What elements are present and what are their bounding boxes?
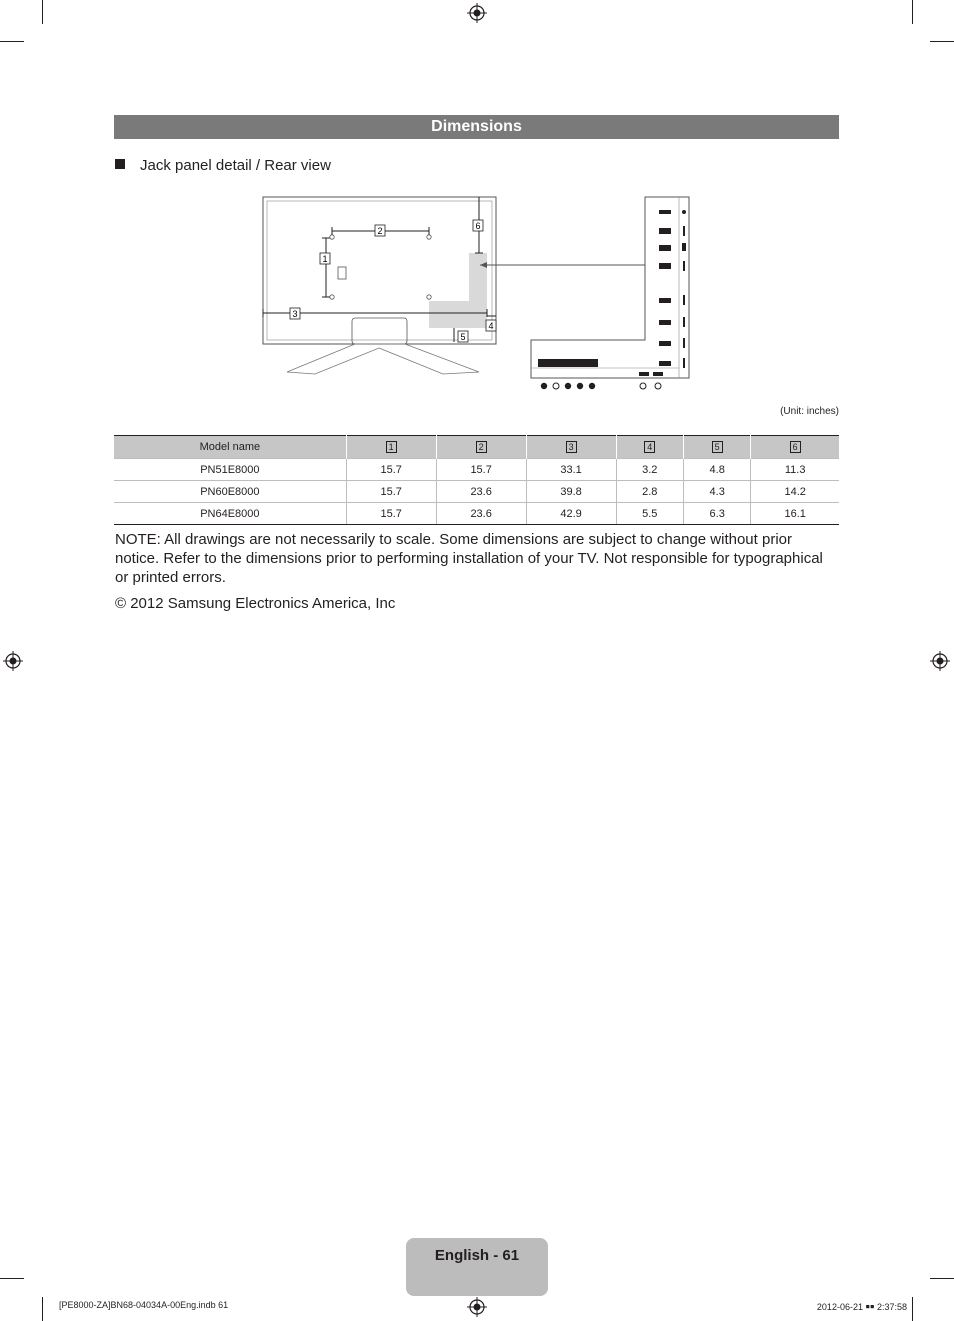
registration-mark-icon <box>3 651 23 671</box>
callout-6 <box>473 220 483 231</box>
column-header-model: Model name <box>114 436 346 459</box>
crop-mark <box>930 1278 954 1279</box>
table-cell: 15.7 <box>346 459 436 481</box>
column-header-3: 3 <box>526 436 616 459</box>
table-cell: 5.5 <box>616 503 683 525</box>
unit-note: (Unit: inches) <box>780 406 839 417</box>
column-header-4: 4 <box>616 436 683 459</box>
table-cell: 6.3 <box>683 503 750 525</box>
vesa-hole <box>427 295 431 299</box>
column-header-5: 5 <box>683 436 750 459</box>
table-cell: PN51E8000 <box>114 459 346 481</box>
note-text: : All drawings are not necessarily to scale. Some dimensions are subject to change without prior notice. Refer to the dimensions prior to performing installation of your TV. Not responsible for typographical or printed errors. <box>115 531 823 586</box>
table-cell: 23.6 <box>436 503 526 525</box>
page-number-label: English - 61 <box>434 1247 520 1264</box>
vesa-hole <box>427 235 431 239</box>
svg-text:5: 5 <box>460 332 466 342</box>
footer-timestamp: 2012-06-21 ￭￭ 2:37:58 <box>816 1302 907 1312</box>
crop-mark <box>42 1297 43 1321</box>
svg-text:1: 1 <box>322 254 328 264</box>
crop-mark <box>912 1297 913 1321</box>
column-header-1: 1 <box>346 436 436 459</box>
dimensions-table <box>114 435 839 525</box>
table-cell: PN64E8000 <box>114 503 346 525</box>
section-title-bar: Dimensions <box>114 115 839 139</box>
table-cell: 4.8 <box>683 459 750 481</box>
vesa-hole <box>330 235 334 239</box>
table-cell: 4.3 <box>683 481 750 503</box>
rear-view-diagram <box>255 190 695 396</box>
crop-mark <box>42 0 43 24</box>
note-label: NOTE <box>115 531 157 548</box>
registration-mark-icon <box>930 651 950 671</box>
table-cell: 15.7 <box>436 459 526 481</box>
svg-text:4: 4 <box>488 321 494 331</box>
table-cell: 33.1 <box>526 459 616 481</box>
callout-3 <box>290 308 300 319</box>
table-row <box>114 459 839 481</box>
vesa-hole <box>330 295 334 299</box>
registration-mark-icon <box>467 1297 487 1317</box>
table-cell: 3.2 <box>616 459 683 481</box>
copyright-text: © 2012 Samsung Electronics America, Inc <box>115 595 396 612</box>
svg-text:2: 2 <box>377 226 383 236</box>
svg-text:6: 6 <box>475 221 481 231</box>
table-header-row <box>114 436 839 459</box>
crop-mark <box>0 41 24 42</box>
registration-mark-icon <box>467 3 487 23</box>
table-row <box>114 503 839 525</box>
bullet-square-icon <box>115 159 125 169</box>
crop-mark <box>930 41 954 42</box>
crop-mark <box>912 0 913 24</box>
callout-2 <box>375 225 385 236</box>
jack-panel-area <box>429 253 487 328</box>
table-cell: 14.2 <box>751 481 839 503</box>
note-paragraph <box>115 530 840 587</box>
table-cell: 2.8 <box>616 481 683 503</box>
table-cell: 39.8 <box>526 481 616 503</box>
table-cell: 23.6 <box>436 481 526 503</box>
table-cell: PN60E8000 <box>114 481 346 503</box>
callout-5 <box>458 331 468 342</box>
callout-1 <box>320 253 330 264</box>
table-cell: 16.1 <box>751 503 839 525</box>
table-cell: 15.7 <box>346 503 436 525</box>
column-header-2: 2 <box>436 436 526 459</box>
power-socket <box>338 267 346 279</box>
table-cell: 15.7 <box>346 481 436 503</box>
callout-4 <box>486 320 496 331</box>
subsection-heading-text: Jack panel detail / Rear view <box>140 157 331 174</box>
table-row <box>114 481 839 503</box>
svg-text:3: 3 <box>292 309 298 319</box>
table-cell: 11.3 <box>751 459 839 481</box>
table-cell: 42.9 <box>526 503 616 525</box>
subsection-heading <box>115 157 331 175</box>
crop-mark <box>0 1278 24 1279</box>
stand-base <box>287 344 479 374</box>
column-header-6: 6 <box>751 436 839 459</box>
jack-panel-detail <box>531 197 689 378</box>
footer-file-info: [PE8000-ZA]BN68-04034A-00Eng.indb 61 <box>59 1300 229 1310</box>
page-number-tab <box>406 1238 548 1296</box>
